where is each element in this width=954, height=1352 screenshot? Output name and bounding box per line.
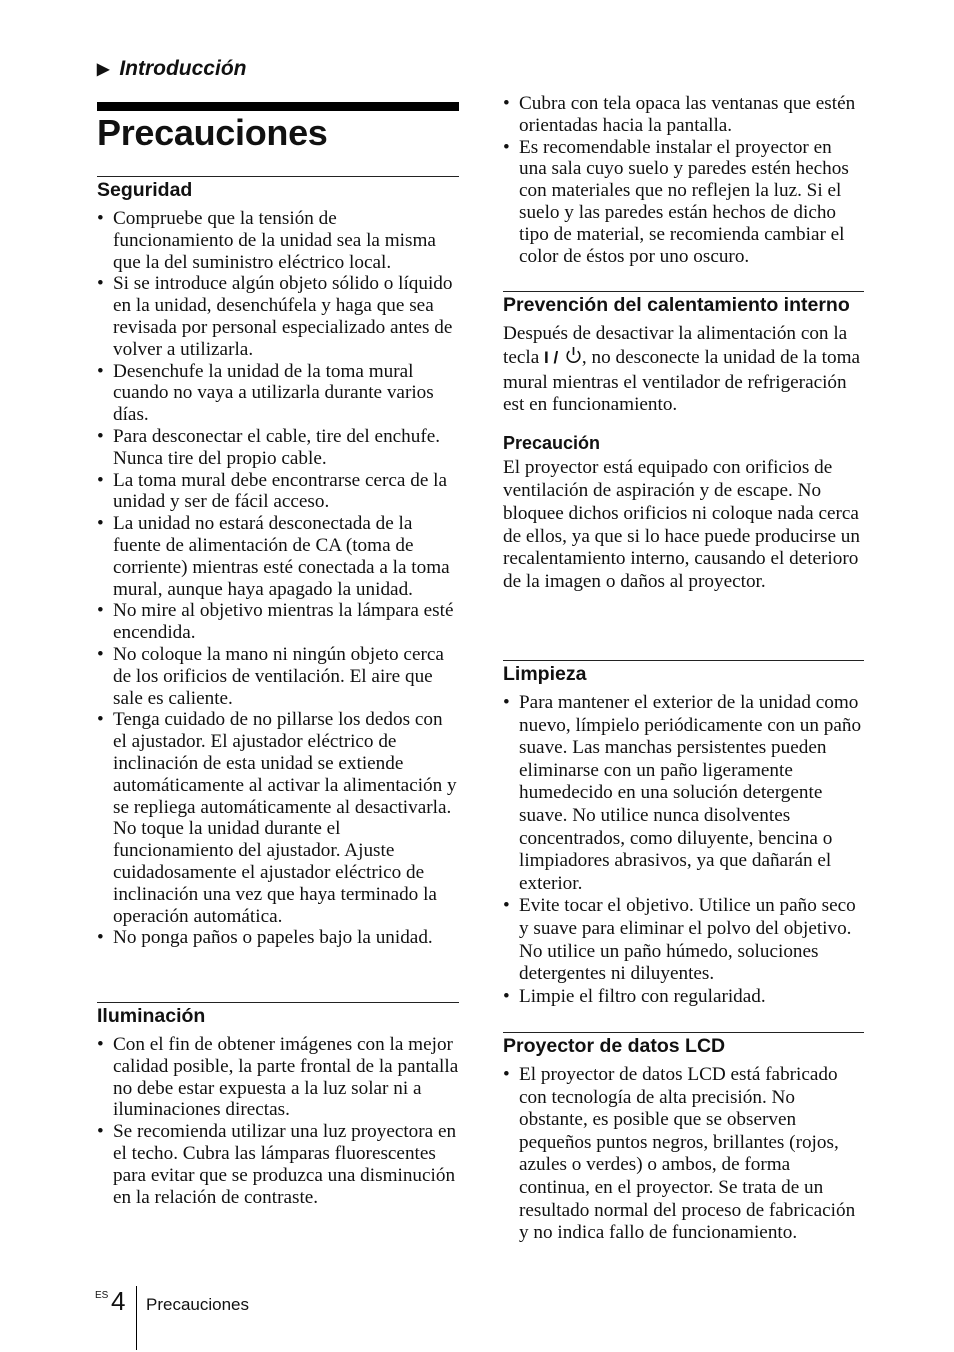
calentamiento-text (503, 323, 864, 417)
calentamiento-heading: Prevención del calentamiento interno (503, 291, 864, 317)
list-item: • Tenga cuidado de no pillarse los dedos con el ajustador. El ajustador eléctrico de inclinación de esta unidad se extiende automáticamente al activar la alimentación y se repliega automáticamente al desactivarla. No toque la unidad durante el funcionamiento del ajustador. Ajuste cuidadosamente el ajustador eléctrico de inclinación una vez que haya terminado la operación automática. (97, 709, 459, 927)
list-item: • Es recomendable instalar el proyector en una sala cuyo suelo y paredes estén hechos con materiales que no reflejen la luz. Si el suelo y las paredes están hechos de dicho tipo de material, se recomienda cambiar el color de éstos por uno oscuro. (503, 137, 864, 268)
list-item: • Desenchufe la unidad de la toma mural cuando no vaya a utilizarla durante varios días. (97, 361, 459, 426)
footer-divider (136, 1286, 137, 1350)
limpieza-section (503, 660, 864, 1008)
list-item: • No mire al objetivo mientras la lámpara esté encendida. (97, 600, 459, 644)
iluminacion-heading: Iluminación (97, 1002, 459, 1028)
footer-lang: ES (95, 1290, 109, 1301)
list-item: • Cubra con tela opaca las ventanas que estén orientadas hacia la pantalla. (503, 93, 864, 137)
lcd-section (503, 1032, 864, 1245)
list-item: • Para mantener el exterior de la unidad como nuevo, límpielo periódicamente con un paño suave. Las manchas persistentes pueden eliminarse con un paño ligeramente humedecido en una solución detergente suave. No utilice nunca disolventes concentrados, como diluyente, bencina o limpiadores abrasivos, ya que dañarán el exterior. (503, 692, 864, 895)
list-item: • El proyector de datos LCD está fabricado con tecnología de alta precisión. No obstante, es posible que se observen pequeños puntos negros, brillantes (rojos, azules o verdes) o ambos, de forma continua, en el proyector. Se trata de un resultado normal del proceso de fabricación y no indica fallo de funcionamiento. (503, 1064, 864, 1245)
triangle-right-icon: ▶ (97, 61, 110, 78)
iluminacion-list (97, 1034, 459, 1208)
iluminacion-continued (503, 93, 864, 267)
page-number: 4 (111, 1286, 126, 1316)
power-icon (565, 346, 582, 372)
list-item: • Con el fin de obtener imágenes con la mejor calidad posible, la parte frontal de la pantalla no debe estar expuesta a la luz solar ni a iluminaciones directas. (97, 1034, 459, 1121)
seguridad-heading: Seguridad (97, 176, 459, 202)
list-item: • No ponga paños o papeles bajo la unidad. (97, 927, 459, 949)
precaucion-heading: Precaución (503, 433, 601, 454)
list-item: • Se recomienda utilizar una luz proyectora en el techo. Cubra las lámparas fluorescentes para evitar que se produzca una disminución en la relación de contraste. (97, 1121, 459, 1208)
list-item: • Compruebe que la tensión de funcionamiento de la unidad sea la misma que la del suministro eléctrico local. (97, 208, 459, 273)
footer-section: Precauciones (146, 1295, 250, 1314)
iluminacion-cont-list (503, 93, 864, 267)
page-title: Precauciones (97, 112, 328, 153)
list-item: • Limpie el filtro con regularidad. (503, 986, 864, 1009)
list-item: • Si se introduce algún objeto sólido o líquido en la unidad, desenchúfela y haga que sea revisada por personal especializado antes de volver a utilizarla. (97, 273, 459, 360)
lcd-heading: Proyector de datos LCD (503, 1032, 864, 1058)
calentamiento-text-start: Después de desactivar la alimentación con la tecla (503, 323, 848, 368)
calentamiento-text-end: , no desconecte la unidad de la toma mural mientras el ventilador de refrigeración est en funcionamiento. (503, 346, 861, 416)
power-key-label: I / (544, 347, 563, 367)
seguridad-section (97, 176, 459, 949)
limpieza-heading: Limpieza (503, 660, 864, 686)
title-rule (97, 102, 459, 111)
lcd-list (503, 1064, 864, 1245)
list-item: • No coloque la mano ni ningún objeto cerca de los orificios de ventilación. El aire que sale es caliente. (97, 644, 459, 709)
list-item: • Para desconectar el cable, tire del enchufe. Nunca tire del propio cable. (97, 426, 459, 470)
list-item: • La unidad no estará desconectada de la fuente de alimentación de CA (toma de corriente) mientras esté conectada a la toma mural, aunque haya apagado la unidad. (97, 513, 459, 600)
list-item: • La toma mural debe encontrarse cerca de la unidad y ser de fácil acceso. (97, 470, 459, 514)
list-item: • Evite tocar el objetivo. Utilice un paño seco y suave para eliminar el polvo del objetivo. No utilice un paño húmedo, soluciones detergentes ni diluyentes. (503, 895, 864, 985)
section-label-text: Introducción (119, 57, 247, 80)
seguridad-list (97, 208, 459, 949)
precaucion-text: El proyector está equipado con orificios de ventilación de aspiración y de escape. No bloquee dichos orificios ni coloque nada cerca de ellos, ya que si lo hace puede producirse un recalentamiento interno, causando el deterioro de la imagen o daños al proyector. (503, 457, 860, 593)
calentamiento-section (503, 291, 864, 594)
limpieza-list (503, 692, 864, 1008)
section-label (97, 57, 246, 81)
iluminacion-section (97, 1002, 459, 1208)
